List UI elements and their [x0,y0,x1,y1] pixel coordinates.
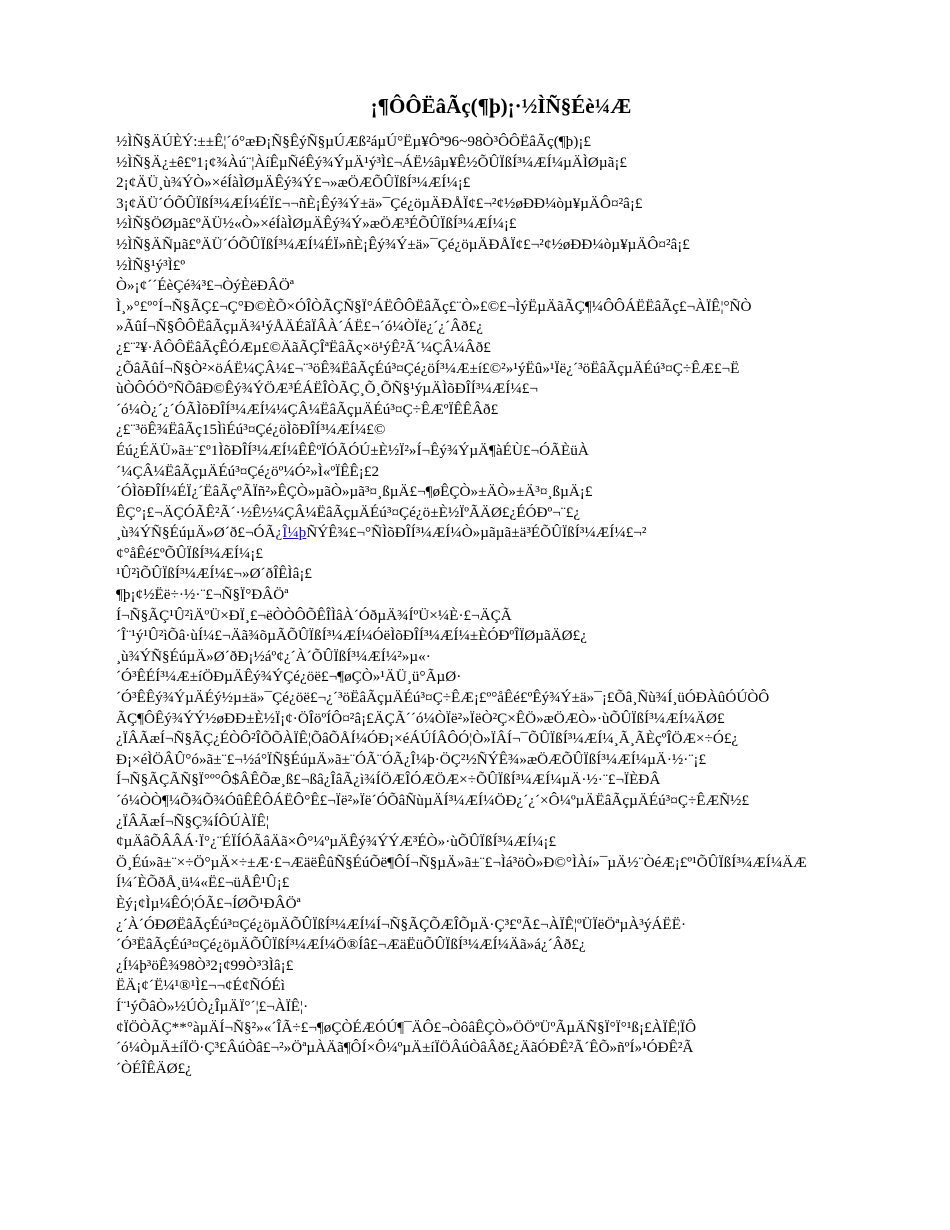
text-line: ½ÌÑ§Ä¿±ê£º1¡¢¾Àú¨¦ÀíÊµÑéÊý¾ÝµÄ¹ý³Ì£¬ÁË½âµ¥Ê½ÕÛÏßÍ³¼ÆÍ¼µÄÌØµã¡£ [116,153,627,171]
document-title: ¡¶ÔÔËâÃç(¶þ)¡·½ÌÑ§Éè¼Æ [370,94,632,118]
document-body [116,132,876,1079]
text-line: ´ÒÉÎÊÄØ£¿ [116,1059,192,1077]
line-before-link: ¸ù¾ÝÑ§ÉúµÄ»Ø´ð£¬ÓÃ [116,524,276,542]
courseware-link[interactable]: ¿Î¼þ [275,524,307,542]
text-line: ¿´À´ÓÐØËâÃçÉú³¤Çé¿öµÄÕÛÏßÍ³¼ÆÍ¼Í¬Ñ§ÃÇÕÆÎÕµÄ·Ç³£ºÃ£¬ÀÏÊ¦ºÜÏëÖªµÀ³ýÁËË· [116,915,687,933]
text-line: ´Ó³ÊÉÍ³¼Æ±íÖÐµÄÊý¾ÝÇé¿öë£¬¶øÇÒ»¹ÄÜ¸ü°ÃµØ· [116,668,462,686]
text-line: ¿Í¼þ³öÊ¾98Ò³2¡¢99Ò³3Ìâ¡£ [116,956,294,974]
text-line [116,523,876,544]
text-line: 2¡¢ÄÜ¸ù¾ÝÒ»×éÍàÌØµÄÊý¾Ý£¬»æÖÆÕÛÏßÍ³¼ÆÍ¼¡£ [116,174,471,192]
text-line: Éú¿ÉÄÜ»ã±¨£º1ÌõÐÎÍ³¼ÆÍ¼ÊÊºÏÓÃÓÚ±È½Ï²»Í¬Êý¾ÝµÄ¶àÉÙ£¬ÓÃÈüÀ [116,441,589,459]
text-line: Í¬Ñ§ÃÇÃÑ§Ï°º°Ô$ÂÊÕæ¸ß£¬ßâ¿ÎâÃ¿ì¾ÍÖÆÎÓÆÖÆ×÷ÕÛÏßÍ³¼ÆÍ¼µÄ·½·¨£¬ÏÈÐÂ [116,771,661,789]
line-after-link: ÑÝÊ¾£¬°ÑÌõÐÎÍ³¼ÆÍ¼Ò»µãµã±ä³ÉÕÛÏßÍ³¼ÆÍ¼£¬² [306,524,647,542]
text-line: ¿ÕâÃûÍ¬Ñ§Ò²×öÁË¼ÇÂ¼£¬¨³öÊ¾ËâÃçÉú³¤Çé¿öÍ³¼Æ±í£©²»¹ýËû»¹Ïë¿´³öËâÃçµÄÉú³¤Ç÷ÊÆ£¬Ë [116,359,740,377]
text-line: ¿£¨²¥·ÅÔÔËâÃçÊÓÆµ£©ÄãÃÇÎªËâÃç×ö¹ýÊ²Ã´¼ÇÂ¼Âð£ [116,338,491,356]
text-line: ùÒÔÓÖ°ÑÕâÐ©Êý¾ÝÖÆ³ÉÁËÎÒÃÇ¸Õ¸ÕÑ§¹ýµÄÌõÐÎÍ³¼ÆÍ¼£¬ [116,380,538,398]
text-line: ´Ó³ËâÃçÉú³¤Çé¿öµÄÕÛÏßÍ³¼ÆÍ¼Ö®Íâ£¬ÆäËüÕÛÏßÍ³¼ÆÍ¼Äã»á¿´Âð£¿ [116,936,586,954]
text-line: ¢ÏÖÒÃÇ**°àµÄÍ¬Ñ§²»«´ÎÃ÷£¬¶øÇÒÉÆÓÚ¶¯ÄÔ£¬ÒôâÊÇÒ»ÖÖºÜºÃµÄÑ§Ï°Ï°¹ß¡£ÀÏÊ¦ÏÔ [116,1018,697,1036]
text-line: ¸ù¾ÝÑ§ÉúµÄ»Ø´ðÐ¡½áº¢¿´À´ÕÛÏßÍ³¼ÆÍ¼²»µ«· [116,647,431,665]
text-line: ´ó¼ÒµÄ±íÏÖ·Ç³£ÂúÒâ£¬²»ÖªµÀÄã¶ÔÍ×Ô¼ºµÄ±íÏÖÂúÒâÂð£¿ÄãÓÐÊ²Ã´ÊÕ»ñºÍ»¹ÓÐÊ²Ã [116,1039,694,1057]
text-line: ¢µÄâÕÂÂÁ·Ï°¿¨ÉÏÍÓÃâÄã×Ô°¼ºµÄÊý¾ÝÝÆ³ÉÒ»·ùÕÛÏßÍ³¼ÆÍ¼¡£ [116,833,557,851]
text-line: ´Î¨¹ý¹Û²ìÕâ·ùÍ¼£¬Äã¾õµÃÕÛÏßÍ³¼ÆÍ¼ÓëÌõÐÎÍ³¼ÆÍ¼±ÈÓÐºÎÏØµãÄØ£¿ [116,627,587,645]
text-line: Ö¸Éú»ã±¨×÷Ö°µÄ×÷±Æ·£¬ÆäëÊûÑ§ÉúÕë¶ÔÍ¬Ñ§µÄ»ã±¨£¬Ìá³öÒ»Ð©°ÌÀí»¯µÄ½¨ÒéÆ¡£º¹ÕÛÏßÍ³¼ÆÍ¼ÄÆ [116,853,807,871]
text-line: 3¡¢ÄÜ´ÓÕÛÏßÍ³¼ÆÍ¼ÉÏ£¬¬ñÈ¡Êý¾Ý±ä»¯Çé¿öµÄÐÅÏ¢£¬²¢½øÐÐ¼òµ¥µÄÔ¤²â¡£ [116,194,643,212]
text-line: ¿£¨³öÊ¾ËâÃç15ÌìÉú³¤Çé¿öÌõÐÎÍ³¼ÆÍ¼£© [116,421,386,439]
text-line: ÃÇ¶ÔÊý¾ÝÝ½øÐÐ±È½Ï¡¢·ÖÎöºÍÔ¤²â¡£ÄÇÃ´´ó¼ÒÏë²»ÏëÒ²Ç×ÊÖ»æÖÆÒ»·ùÕÛÏßÍ³¼ÆÍ¼ÄØ£ [116,709,725,727]
text-line: Èý¡¢Ìµ¼ÊÓ¦ÓÃ£¬ÍØÕ¹ÐÂÖª [116,894,301,912]
text-line: Í¨¹ýÕâÒ»½ÚÒ¿ÎµÄÏ°´¦£¬ÀÏÊ¦· [116,997,309,1015]
text-line: ËÄ¡¢´Ë¼¹®¹Ì£¬¬¢É¢ÑÓÉì [116,977,285,995]
text-line: Ò»¡¢´´ÉèÇé¾³£¬ÒýÈëÐÂÖª [116,277,294,295]
text-line: ¿ÏÂÃæÍ¬Ñ§ÃÇ¿ÉÒÔ²ÎÕÕÀÏÊ¦ÕâÕÅÍ¼ÓÐ¡×éÁÚÍÂÔÓ¦Ò»ÏÂÍ¬¯ÕÛÏßÍ³¼ÆÍ¼¸Ã¸ÃÈçºÎÖÆ×÷Ó£¿ [116,730,739,748]
text-line: ´¼ÇÂ¼ËâÃçµÄÉú³¤Çé¿öº¼Ó²»Ì«ºÏÊÊ¡£2 [116,462,380,480]
text-line: ½ÌÑ§ÄÚÈÝ:±±Ê¦´ó°æÐ¡Ñ§ÊýÑ§µÚÆß²áµÚ°Ëµ¥Ôª96~98Ò³ÔÔËâÃç(¶þ)¡£ [116,133,591,150]
text-line: ½ÌÑ§¹ý³Ì£º [116,256,186,274]
text-line: ½ÌÑ§ÄÑµã£ºÄÜ´ÓÕÛÏßÍ³¼ÆÍ¼ÉÏ»ñÈ¡Êý¾Ý±ä»¯Çé¿öµÄÐÅÏ¢£¬²¢½øÐÐ¼òµ¥µÄÔ¤²â¡£ [116,235,690,253]
text-line: ´ó¼ÒÒ¶¼Õ¾Õ¾ÓûÊÊÔÁËÔ°Ê£¬Ïë²»Ïë´ÓÕâÑùµÄÍ³¼ÆÍ¼ÖÐ¿´¿´×Ô¼ºµÄËâÃçµÄÉú³¤Ç÷ÊÆÑ½£ [116,792,750,809]
text-line: ½ÌÑ§ÖØµã£ºÄÜ½«Ò»×éÍàÌØµÄÊý¾Ý»æÖÆ³ÉÕÛÏßÍ³¼ÆÍ¼¡£ [116,215,517,233]
text-line: Ì¸»°£º°Í¬Ñ§ÃÇ£¬Ç°Ð©ÈÕ×ÓÎÒÃÇÑ§Ï°ÁËÔÔËâÃç£¨Ò»£©£¬ÌýËµÄãÃÇ¶¼ÔÔÁËËâÃç£¬ÀÏÊ¦°ÑÒ [116,297,752,315]
text-line: ´ó¼Ò¿´¿´ÓÃÌõÐÎÍ³¼ÆÍ¼¼ÇÂ¼ËâÃçµÄÉú³¤Ç÷ÊÆºÏÊÊÂð£ [116,400,499,418]
text-line: ÊÇ°¡£¬ÄÇÓÃÊ²Ã´·½Ê½¼ÇÂ¼ËâÃçµÄÉú³¤Çé¿ö±È½ÏºÃÄØ£¿ÉÓÐº¬¨£¿ [116,503,581,521]
text-line: ¶þ¡¢½Ëë÷·½·¨£¬Ñ§Ï°ÐÂÖª [116,586,289,604]
text-line: ¿ÏÂÃæÍ¬Ñ§Ç¾ÍÔÚÀÏÊ¦ [116,812,269,830]
document-page [116,92,876,1079]
text-line: ´Ó³ÊÊý¾ÝµÄÉý½µ±ä»¯Çé¿öë£¬¿´³öËâÃçµÄÉú³¤Ç÷ÊÆ¡£º°åÊé£ºÊý¾Ý±ä»¯¡£Õâ¸Ñù¾Í¸üÓÐÀûÓÚÒÔ [116,689,770,707]
text-line: ¹Û²ìÕÛÏßÍ³¼ÆÍ¼£¬»Ø´ðÎÊÌâ¡£ [116,565,312,583]
text-line: Í¬Ñ§ÃÇ¹Û²ìÄºÜ×ÐÏ¸£¬ëÒÒÔÕÊÎÌâÀ´ÓðµÄ¾ÍºÜ×¼È·£¬ÄÇÃ [116,606,512,624]
text-line: »ÃûÍ¬Ñ§ÔÔËâÃçµÄ¾¹ýÅÄÉãÏÂÀ´ÁË£¬´ó¼ÒÏë¿´¿´Âð£¿ [116,318,483,336]
text-line: Ð¡×éÌÖÂÛ°ó»ã±¨£¬½á°ÏÑ§ÉúµÄ»ã±¨ÓÃ¨ÓÃ¿Î¼þ·ÖÇ²½ÑÝÊ¾»æÖÆÕÛÏßÍ³¼ÆÍ¼µÄ·½·¨¡£ [116,750,707,768]
text-line: Í¼´ÈÕðÅ¸ü¼«Ë£¬üÅÊ¹Û¡£ [116,874,290,892]
text-line: ´ÓÌõÐÎÍ¼ÉÏ¿´ËâÃçºÃÏñ²»ÊÇÒ»µãÒ»µã³¤¸ßµÄ£¬¶øÊÇÒ»±ÄÒ»±Ä³¤¸ßµÄ¡£ [116,483,593,501]
text-line: ¢°åÊé£ºÕÛÏßÍ³¼ÆÍ¼¡£ [116,544,263,562]
